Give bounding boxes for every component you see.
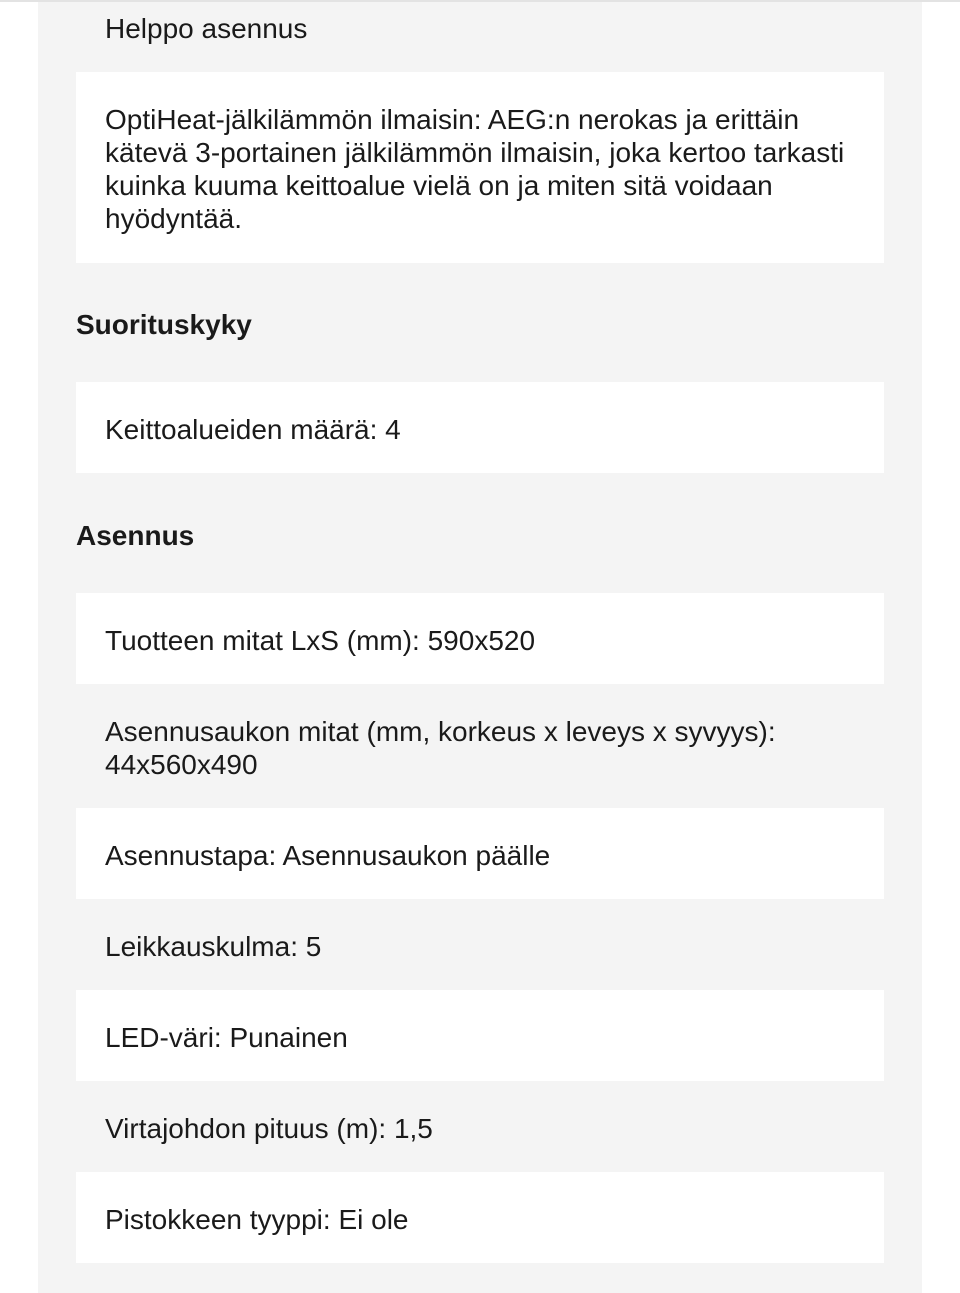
spec-row-cutting-angle — [76, 899, 884, 990]
spec-row-cutout-dimensions — [76, 684, 884, 808]
spec-text: Tuotteen mitat LxS (mm): 590x520 — [105, 625, 536, 656]
spec-row-installation-method — [76, 808, 884, 899]
spec-row-product-dimensions — [76, 593, 884, 684]
spec-text: Asennustapa: Asennusaukon päälle — [105, 840, 551, 871]
spec-text: Helppo asennus — [105, 13, 308, 44]
section-heading-performance: Suorituskyky — [76, 309, 252, 340]
spec-row-cooking-zones — [76, 382, 884, 473]
spec-row-led-color — [76, 990, 884, 1081]
spec-text: Leikkauskulma: 5 — [105, 931, 322, 962]
spec-row-plug-type — [76, 1172, 884, 1263]
spec-text: Asennusaukon mitat (mm, korkeus x leveys x syvyys): 44x560x490 — [105, 716, 776, 780]
spec-row-optiheat — [76, 72, 884, 263]
spec-text: Pistokkeen tyyppi: Ei ole — [105, 1204, 409, 1235]
spec-row-easy-install — [76, 12, 884, 64]
spec-text: OptiHeat-jälkilämmön ilmaisin: AEG:n nerokas ja erittäin kätevä 3-portainen jälkilämmön ilmaisin, joka kertoo tarkasti kuinka kuuma keittoalue vielä on ja miten sitä voidaan hyödyntää. — [105, 104, 845, 234]
specifications-panel — [38, 2, 922, 1293]
spec-row-cord-length — [76, 1081, 884, 1172]
spec-text: Keittoalueiden määrä: 4 — [105, 414, 401, 445]
spec-text: LED-väri: Punainen — [105, 1022, 348, 1053]
section-heading-installation: Asennus — [76, 520, 195, 551]
spec-text: Virtajohdon pituus (m): 1,5 — [105, 1113, 433, 1144]
